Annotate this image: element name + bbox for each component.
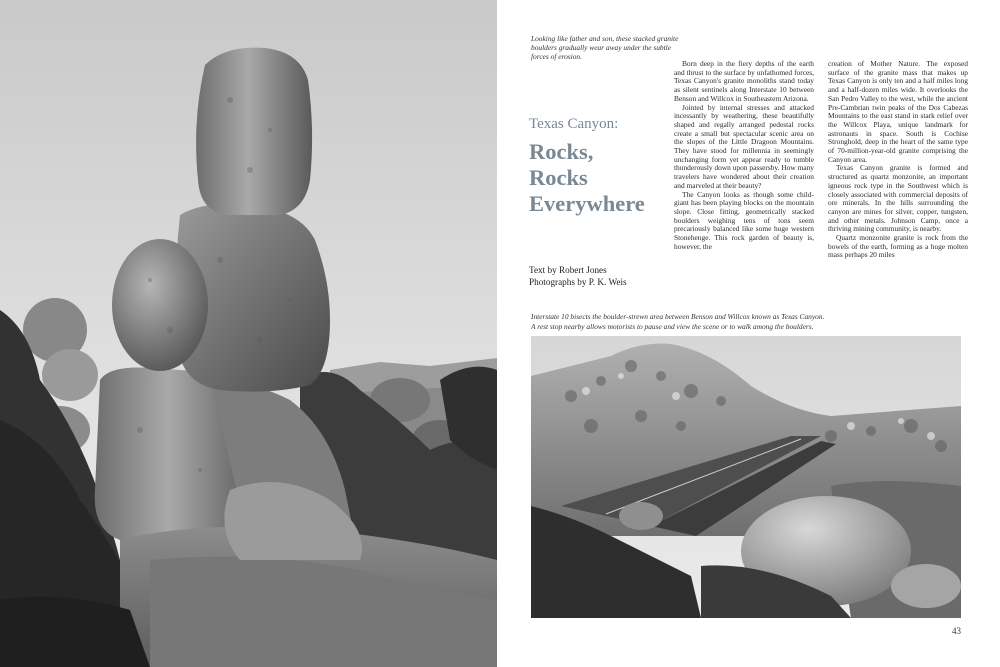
body-paragraph: Jointed by internal stresses and attacked incessantly by weathering, these beautifully shaped and regally arranged pedestal rocks create a small but spectacular scenic area on the slopes of the Little Dragoon Mountains. They have stood for millennia in seemingly unchanging form yet appear ready to tumble thunderously down upon passersby. How many travelers have wondered about their creation and marveled at their beauty? — [674, 102, 814, 190]
article-title-line-2: Rocks — [529, 165, 588, 190]
body-paragraph: Texas Canyon granite is formed and structured as quartz monzonite, an important igneous rock type in the Southwest which is closely associated with commercial deposits of ore minerals. In the hills surrounding the canyon are mines for silver, copper, tungsten, and other metals. Johnson Camp, once a thriving mining community, is nearby. — [828, 163, 968, 234]
article-title — [529, 139, 679, 217]
highway-caption-line-2: A rest stop nearby allows motorists to pause and view the scene or to walk among the boulders. — [531, 321, 814, 331]
photo-credit: Photographs by P. K. Weis — [529, 277, 627, 287]
highway-caption-line-1: Interstate 10 bisects the boulder-strewn area between Benson and Willcox known as Texas Canyon. — [531, 312, 825, 321]
article-title-line-1: Rocks, — [529, 139, 594, 164]
article-credits — [529, 264, 679, 288]
body-paragraph: Born deep in the fiery depths of the earth and thrust to the surface by unfathomed forces, Texas Canyon's granite monoliths stand today as silent sentinels along Interstate 10 between Benson and Willcox in Southeastern Arizona. — [674, 60, 814, 103]
article-title-line-3: Everywhere — [529, 191, 645, 216]
body-paragraph: creation of Mother Nature. The exposed surface of the granite mass that makes up Texas Canyon is only ten and a half miles long and a half-dozen miles wide. It overlooks the San Pedro Valley to the west, while the ancient Pre-Cambrian twin peaks of the Dos Cabezas Mountains to the east stand in stark relief over the Willcox Playa, unique landmark for astronauts in space. South is Cochise Stronghold, deep in the heart of the same type of 70-million-year-old granite comprising the Canyon area. — [828, 60, 968, 164]
highway-photo-caption — [531, 312, 971, 331]
stacked-boulders-photo — [0, 0, 497, 667]
stacked-boulders-illustration — [0, 0, 497, 667]
text-credit: Text by Robert Jones — [529, 265, 607, 275]
body-paragraph: The Canyon looks as though some child-giant has been playing blocks on the mountain slope. Close fitting, geometrically stacked boulders weighing tens of tons seem precariously balanced like some huge western Stonehenge. This rock garden of beauty is, however, the — [674, 189, 814, 251]
top-photo-caption: Looking like father and son, these stacked granite boulders gradually wear away under the subtle forces of erosion. — [531, 34, 679, 61]
article-subtitle: Texas Canyon: — [529, 116, 619, 132]
body-column-1 — [674, 60, 814, 292]
interstate-photo — [531, 336, 961, 618]
article-page — [497, 0, 1000, 667]
article-title-block — [529, 115, 679, 217]
body-paragraph: Quartz monzonite granite is rock from the bowels of the earth, forming as a huge molten mass perhaps 20 miles — [828, 233, 968, 260]
body-column-2 — [828, 60, 968, 292]
page-number: 43 — [952, 626, 961, 636]
interstate-illustration — [531, 336, 961, 618]
